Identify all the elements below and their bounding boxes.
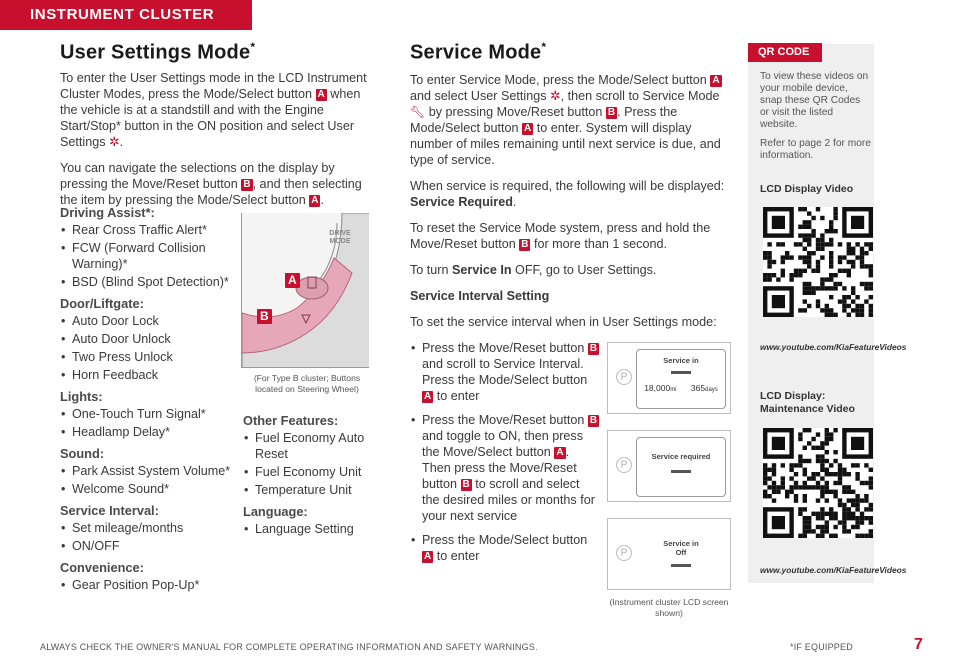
wrench-icon: 🔧︎ <box>410 105 426 119</box>
steering-wheel-illustration <box>241 213 369 368</box>
badge-a: A <box>712 75 720 86</box>
list-item: • Fuel Economy Unit <box>243 464 378 480</box>
settings-group <box>60 205 238 290</box>
lcd-p-marker: P <box>616 457 632 473</box>
group-heading: Other Features: <box>243 413 339 428</box>
user-settings-title <box>60 40 255 65</box>
badge-a: A <box>524 123 532 134</box>
list-item: • Auto Door Unlock <box>60 331 238 347</box>
list-item: • Temperature Unit <box>243 482 378 498</box>
badge-b: B <box>462 479 470 490</box>
lcd-display <box>636 525 726 585</box>
lcd-screen-service-required <box>607 430 731 502</box>
gear-icon: ✲ <box>109 135 120 149</box>
qr-tag: QR CODE <box>748 43 822 62</box>
lcd-title: Service in <box>663 539 699 548</box>
lcd-display <box>636 437 726 497</box>
service-mode-body <box>410 72 735 330</box>
badge-b: B <box>589 343 598 354</box>
service-interval-heading: Service Interval Setting <box>410 289 550 303</box>
lcd-screen-service-in <box>607 342 731 414</box>
step-item: • Press the Move/Reset button B and scroll to Service Interval. Press the Mode/Select button A to enter <box>410 340 600 404</box>
lcd-screen-service-off <box>607 518 731 590</box>
page-number: 7 <box>914 636 923 653</box>
lcd-display <box>636 349 726 409</box>
group-heading: Door/Liftgate: <box>60 296 144 311</box>
lcd-p-marker: P <box>616 545 632 561</box>
button-a-marker: A <box>285 273 300 288</box>
list-item: • One-Touch Turn Signal* <box>60 406 238 422</box>
list-item: • Horn Feedback <box>60 367 238 383</box>
service-para-2: When service is required, the following will be displayed: Service Required. <box>410 179 725 209</box>
settings-groups <box>60 205 238 593</box>
title-asterisk: * <box>250 40 256 54</box>
qr-code-image <box>763 428 873 538</box>
gear-icon: ✲ <box>550 89 561 103</box>
qr-video-link[interactable]: www.youtube.com/KiaFeatureVideos <box>760 565 907 575</box>
qr-intro <box>760 71 872 162</box>
qr-code-lcd-display[interactable] <box>763 207 873 317</box>
list-item: • Welcome Sound* <box>60 481 238 497</box>
settings-group <box>60 560 238 593</box>
badge-a: A <box>424 551 432 562</box>
badge-a: A <box>311 195 319 206</box>
badge-a: A <box>556 447 564 458</box>
step-item: • Press the Mode/Select button A to enter <box>410 532 600 564</box>
lcd-title: Service in <box>663 356 699 365</box>
group-heading: Convenience: <box>60 560 144 575</box>
footer-if-equipped: *IF EQUIPPED <box>790 642 853 652</box>
settings-group <box>60 503 238 554</box>
lcd-caption: (Instrument cluster LCD screen shown) <box>609 597 729 618</box>
lcd-subtitle: Off <box>675 548 687 557</box>
step-item: • Press the Move/Reset button B and toggle to ON, then press the Move/Select button A . Then press the Move/Reset button B to scroll and select the desired miles or months for your next service <box>410 412 600 524</box>
list-item: • Auto Door Lock <box>60 313 238 329</box>
qr-video-title: LCD Display Video <box>760 183 854 195</box>
lcd-miles: 18,000mi <box>644 383 677 393</box>
wrench-icon: ▬▬ <box>671 366 691 377</box>
group-heading: Lights: <box>60 389 103 404</box>
lcd-title: Service required <box>651 452 711 461</box>
user-settings-para-1: To enter the User Settings mode in the LCD Instrument Cluster Modes, press the Mode/Select button A when the vehicle is at a standstill and with the Engine Start/Stop* button in the ON position and select User Settings ✲. <box>60 71 367 149</box>
qr-intro-text: To view these videos on your mobile device, snap these QR Codes or visit the listed website. <box>760 71 869 130</box>
group-heading: Sound: <box>60 446 105 461</box>
wheel-caption: (For Type B cluster; Buttons located on Steering Wheel) <box>253 373 361 394</box>
service-steps <box>410 338 600 564</box>
group-heading: Driving Assist*: <box>60 205 155 220</box>
list-item: • Headlamp Delay* <box>60 424 238 440</box>
user-settings-intro <box>60 70 378 208</box>
list-item: • ON/OFF <box>60 538 238 554</box>
qr-refer-text: Refer to page 2 for more information. <box>760 138 871 161</box>
list-item: • Set mileage/months <box>60 520 238 536</box>
list-item: • BSD (Blind Spot Detection)* <box>60 274 238 290</box>
service-para-5: To set the service interval when in User Settings mode: <box>410 315 717 329</box>
qr-video-link[interactable]: www.youtube.com/KiaFeatureVideos <box>760 342 907 352</box>
qr-video-title: LCD Display: Maintenance Video <box>760 390 855 415</box>
user-settings-para-2: You can navigate the selections on the display by pressing the Move/Reset button B , and then selecting the item by pressing the Mode/Select button A . <box>60 161 362 207</box>
list-item: • Language Setting <box>243 521 378 537</box>
badge-b: B <box>243 179 251 190</box>
group-heading: Service Interval: <box>60 503 159 518</box>
badge-a: A <box>424 391 432 402</box>
service-para-3: To reset the Service Mode system, press and hold the Move/Reset button B for more than 1 second. <box>410 221 711 251</box>
title-asterisk: * <box>541 40 547 54</box>
qr-code-maintenance[interactable] <box>763 428 873 538</box>
section-header: INSTRUMENT CLUSTER <box>0 0 252 30</box>
footer-warning: ALWAYS CHECK THE OWNER'S MANUAL FOR COMPLETE OPERATING INFORMATION AND SAFETY WARNINGS. <box>40 642 538 652</box>
badge-b: B <box>589 415 598 426</box>
badge-b: B <box>521 239 529 250</box>
service-para-1: To enter Service Mode, press the Mode/Select button A and select User Settings ✲, then scroll to Service Mode 🔧︎ by pressing Move/Reset button B . Press the Mode/Select button A to enter. System will display number of miles remaining until next service is due, and type of service. <box>410 73 721 167</box>
list-item: • Rear Cross Traffic Alert* <box>60 222 238 238</box>
button-b-marker: B <box>257 309 272 324</box>
group-heading: Language: <box>243 504 308 519</box>
service-mode-title <box>410 40 546 65</box>
lcd-days: 365days <box>690 383 718 393</box>
list-item: • Two Press Unlock <box>60 349 238 365</box>
wrench-icon: ▬▬ <box>671 559 691 570</box>
list-item: • FCW (Forward Collision Warning)* <box>60 240 238 272</box>
badge-a: A <box>317 89 325 100</box>
settings-group <box>60 296 238 383</box>
settings-group <box>60 389 238 440</box>
settings-group <box>60 446 238 497</box>
other-groups <box>243 413 378 537</box>
badge-b: B <box>607 107 616 118</box>
list-item: • Fuel Economy Auto Reset <box>243 430 378 462</box>
list-item: • Gear Position Pop-Up* <box>60 577 238 593</box>
lcd-p-marker: P <box>616 369 632 385</box>
user-settings-title-text: User Settings Mode <box>60 41 251 64</box>
qr-code-image <box>763 207 873 317</box>
wrench-icon: ▬▬ <box>671 465 691 476</box>
drive-mode-label: DRIVE MODE <box>329 230 351 245</box>
service-mode-title-text: Service Mode <box>410 41 542 64</box>
service-para-4: To turn Service In OFF, go to User Settings. <box>410 263 657 277</box>
list-item: • Park Assist System Volume* <box>60 463 238 479</box>
lcd-values <box>637 383 725 393</box>
